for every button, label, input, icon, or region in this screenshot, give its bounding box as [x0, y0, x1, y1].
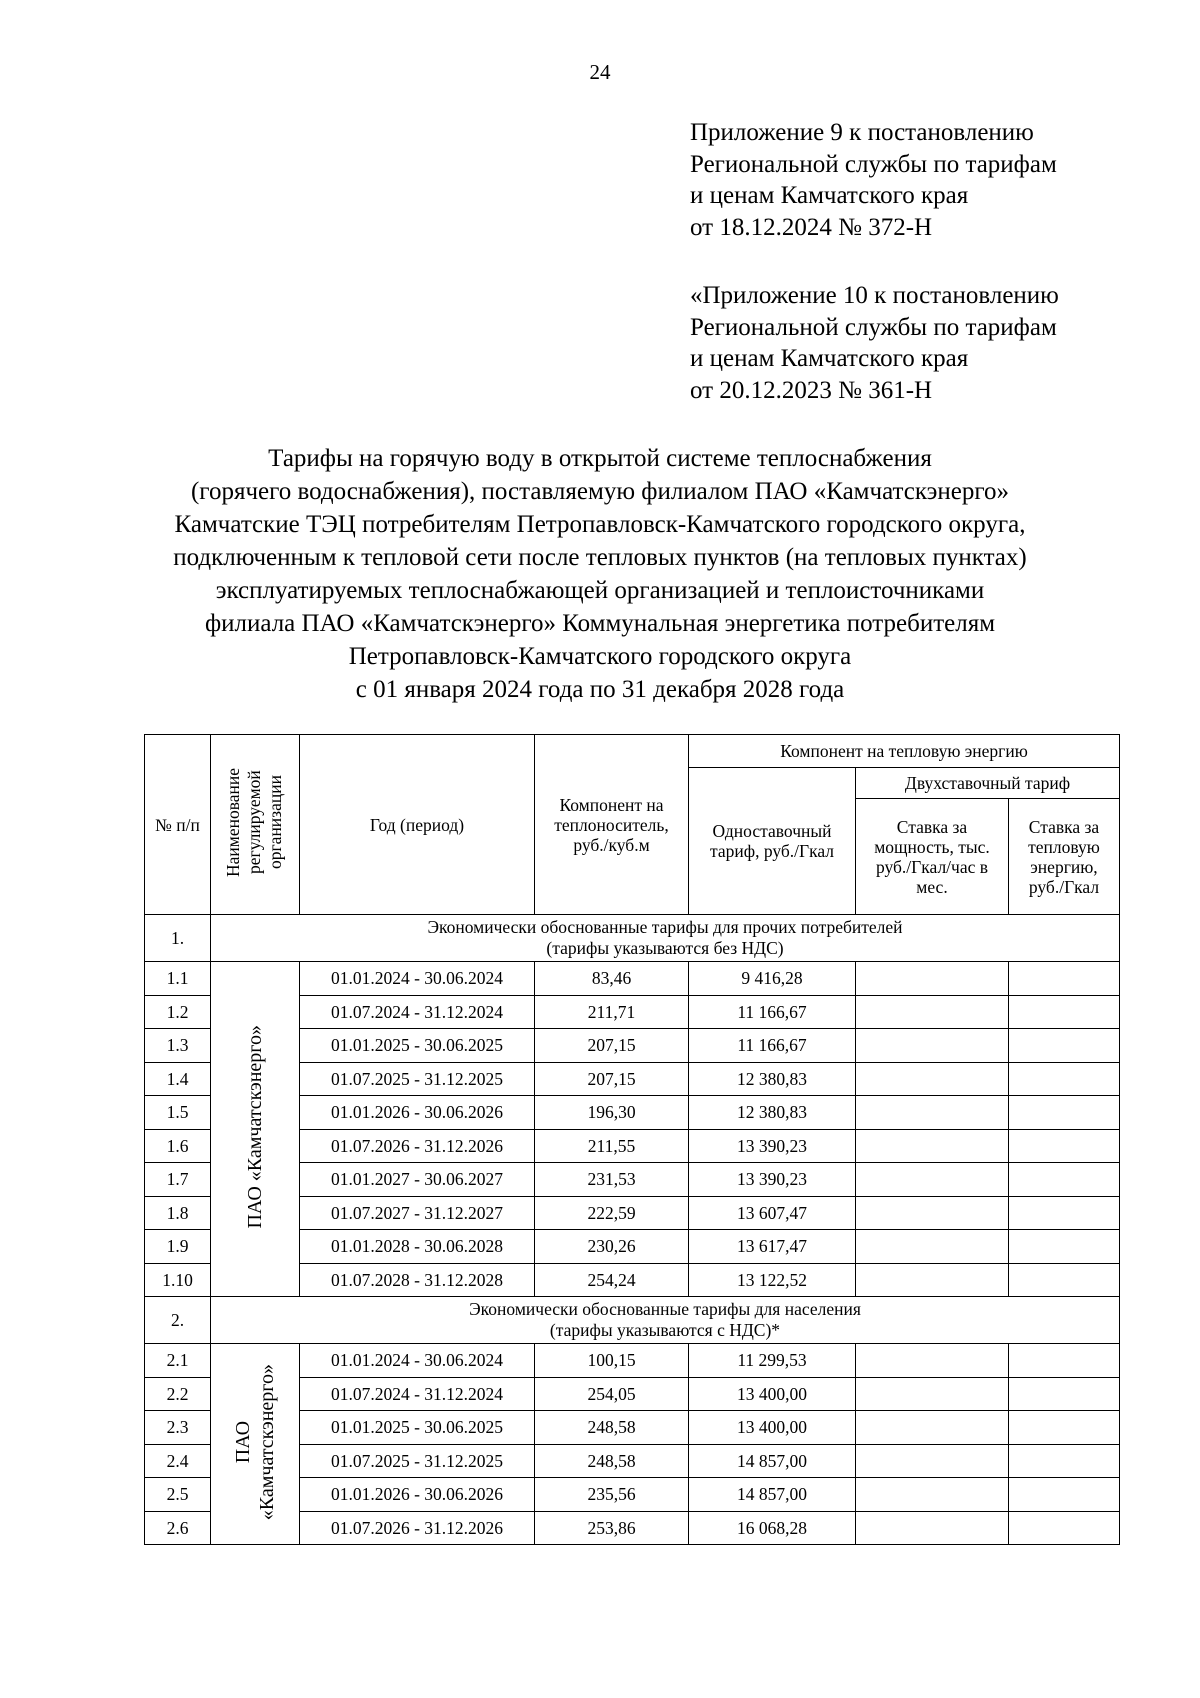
row-energy-rate	[1009, 1377, 1120, 1411]
row-single-rate: 13 617,47	[689, 1230, 856, 1264]
organization-name-line: ПАО	[232, 1420, 254, 1464]
row-period: 01.01.2025 - 30.06.2025	[300, 1029, 535, 1063]
row-single-rate: 13 390,23	[689, 1129, 856, 1163]
row-energy-rate	[1009, 1263, 1120, 1297]
header-single-rate: Одноставочный тариф, руб./Гкал	[689, 768, 856, 915]
title-line: подключенным к тепловой сети после тепловых пунктов (на тепловых пунктах)	[173, 544, 1027, 571]
row-single-rate: 14 857,00	[689, 1444, 856, 1478]
row-num: 1.10	[145, 1263, 211, 1297]
section-title-line: (тарифы указываются с НДС)*	[549, 1320, 781, 1340]
appendix-line: Приложение 9 к постановлению	[690, 119, 1034, 146]
appendix-previous-reference	[690, 280, 1130, 406]
header-carrier-component: Компонент на теплоноситель, руб./куб.м	[535, 735, 689, 915]
title-line: филиала ПАО «Камчатскэнерго» Коммунальная энергетика потребителям	[204, 610, 996, 637]
row-num: 2.3	[145, 1411, 211, 1445]
row-carrier: 100,15	[535, 1344, 689, 1378]
row-energy-rate	[1009, 1478, 1120, 1512]
row-period: 01.07.2025 - 31.12.2025	[300, 1062, 535, 1096]
row-single-rate: 13 607,47	[689, 1196, 856, 1230]
row-num: 2.4	[145, 1444, 211, 1478]
row-num: 1.2	[145, 995, 211, 1029]
row-capacity-rate	[856, 1511, 1009, 1545]
row-energy-rate	[1009, 1411, 1120, 1445]
row-period: 01.07.2028 - 31.12.2028	[300, 1263, 535, 1297]
row-carrier: 211,71	[535, 995, 689, 1029]
row-single-rate: 12 380,83	[689, 1062, 856, 1096]
row-carrier: 254,24	[535, 1263, 689, 1297]
row-single-rate: 13 122,52	[689, 1263, 856, 1297]
row-single-rate: 12 380,83	[689, 1096, 856, 1130]
row-carrier: 253,86	[535, 1511, 689, 1545]
row-energy-rate	[1009, 1029, 1120, 1063]
appendix-line: «Приложение 10 к постановлению	[690, 282, 1059, 309]
row-period: 01.07.2026 - 31.12.2026	[300, 1129, 535, 1163]
row-organization	[211, 962, 300, 1297]
title-line: с 01 января 2024 года по 31 декабря 2028 года	[355, 676, 845, 703]
row-num: 1.9	[145, 1230, 211, 1264]
row-energy-rate	[1009, 1511, 1120, 1545]
row-single-rate: 16 068,28	[689, 1511, 856, 1545]
row-energy-rate	[1009, 1196, 1120, 1230]
row-period: 01.01.2024 - 30.06.2024	[300, 962, 535, 996]
row-single-rate: 13 400,00	[689, 1377, 856, 1411]
row-capacity-rate	[856, 1062, 1009, 1096]
row-organization	[211, 1344, 300, 1545]
appendix-line: Региональной службы по тарифам	[690, 313, 1057, 341]
title-line: Петропавловск-Камчатского городского округа	[348, 643, 852, 670]
row-period: 01.01.2025 - 30.06.2025	[300, 1411, 535, 1445]
row-capacity-rate	[856, 1129, 1009, 1163]
row-capacity-rate	[856, 1377, 1009, 1411]
row-period: 01.07.2026 - 31.12.2026	[300, 1511, 535, 1545]
row-energy-rate	[1009, 1163, 1120, 1197]
row-capacity-rate	[856, 1411, 1009, 1445]
row-energy-rate	[1009, 1096, 1120, 1130]
row-capacity-rate	[856, 1344, 1009, 1378]
row-capacity-rate	[856, 1444, 1009, 1478]
row-period: 01.01.2026 - 30.06.2026	[300, 1096, 535, 1130]
row-capacity-rate	[856, 962, 1009, 996]
row-capacity-rate	[856, 1230, 1009, 1264]
row-energy-rate	[1009, 995, 1120, 1029]
row-energy-rate	[1009, 1062, 1120, 1096]
organization-name: ПАО «Камчатскэнерго»	[244, 1025, 266, 1229]
appendix-current-reference	[690, 117, 1130, 243]
title-line: Камчатские ТЭЦ потребителям Петропавловск-Камчатского городского округа,	[174, 511, 1026, 538]
row-carrier: 248,58	[535, 1411, 689, 1445]
tariff-table	[144, 734, 1120, 1545]
row-num: 1.8	[145, 1196, 211, 1230]
row-num: 2.6	[145, 1511, 211, 1545]
row-period: 01.01.2026 - 30.06.2026	[300, 1478, 535, 1512]
row-capacity-rate	[856, 1029, 1009, 1063]
row-capacity-rate	[856, 1163, 1009, 1197]
title-line: эксплуатируемых теплоснабжающей организацией и теплоисточниками	[215, 577, 985, 604]
section-title-line: (тарифы указываются без НДС)	[546, 938, 784, 958]
row-period: 01.07.2027 - 31.12.2027	[300, 1196, 535, 1230]
row-single-rate: 11 166,67	[689, 1029, 856, 1063]
row-carrier: 248,58	[535, 1444, 689, 1478]
header-thermal-component: Компонент на тепловую энергию	[689, 735, 1120, 768]
row-num: 1.7	[145, 1163, 211, 1197]
table-row	[145, 1344, 1120, 1378]
row-single-rate: 13 390,23	[689, 1163, 856, 1197]
row-period: 01.07.2024 - 31.12.2024	[300, 1377, 535, 1411]
header-organization	[211, 735, 300, 915]
row-capacity-rate	[856, 995, 1009, 1029]
organization-name-line: «Камчатскэнерго»	[256, 1363, 278, 1521]
section-title-line: Экономически обоснованные тарифы для населения	[469, 1299, 861, 1319]
row-period: 01.01.2027 - 30.06.2027	[300, 1163, 535, 1197]
title-line: Тарифы на горячую воду в открытой системе теплоснабжения	[268, 445, 932, 472]
section-num: 1.	[145, 915, 211, 962]
section-num: 2.	[145, 1297, 211, 1344]
row-energy-rate	[1009, 1344, 1120, 1378]
row-single-rate: 14 857,00	[689, 1478, 856, 1512]
row-energy-rate	[1009, 1444, 1120, 1478]
table-row	[145, 962, 1120, 996]
row-num: 1.1	[145, 962, 211, 996]
header-two-rate: Двухставочный тариф	[856, 768, 1120, 799]
header-period: Год (период)	[300, 735, 535, 915]
row-energy-rate	[1009, 1230, 1120, 1264]
appendix-line: и ценам Камчатского края	[690, 345, 969, 372]
row-period: 01.01.2028 - 30.06.2028	[300, 1230, 535, 1264]
organization-name	[231, 1364, 279, 1520]
title-line: (горячего водоснабжения), поставляемую филиалом ПАО «Камчатскэнерго»	[190, 478, 1010, 505]
row-period: 01.07.2024 - 31.12.2024	[300, 995, 535, 1029]
appendix-line: и ценам Камчатского края	[690, 182, 969, 209]
row-single-rate: 13 400,00	[689, 1411, 856, 1445]
header-energy-rate: Ставка за тепловую энергию, руб./Гкал	[1009, 799, 1120, 915]
row-single-rate: 11 166,67	[689, 995, 856, 1029]
page-number: 24	[589, 60, 611, 84]
row-carrier: 207,15	[535, 1062, 689, 1096]
appendix-line: Региональной службы по тарифам	[690, 150, 1057, 178]
row-carrier: 230,26	[535, 1230, 689, 1264]
row-num: 1.6	[145, 1129, 211, 1163]
section-title	[211, 1297, 1120, 1344]
row-num: 2.5	[145, 1478, 211, 1512]
section-title-line: Экономически обоснованные тарифы для прочих потребителей	[427, 917, 903, 937]
row-carrier: 83,46	[535, 962, 689, 996]
section-title	[211, 915, 1120, 962]
row-num: 1.5	[145, 1096, 211, 1130]
row-capacity-rate	[856, 1263, 1009, 1297]
row-carrier: 196,30	[535, 1096, 689, 1130]
row-carrier: 211,55	[535, 1129, 689, 1163]
row-carrier: 231,53	[535, 1163, 689, 1197]
row-num: 2.2	[145, 1377, 211, 1411]
row-num: 1.4	[145, 1062, 211, 1096]
row-period: 01.01.2024 - 30.06.2024	[300, 1344, 535, 1378]
section-row	[145, 915, 1120, 962]
section-row	[145, 1297, 1120, 1344]
appendix-line: от 20.12.2023 № 361-Н	[690, 376, 933, 404]
row-capacity-rate	[856, 1096, 1009, 1130]
row-capacity-rate	[856, 1478, 1009, 1512]
row-num: 2.1	[145, 1344, 211, 1378]
row-carrier: 207,15	[535, 1029, 689, 1063]
row-single-rate: 11 299,53	[689, 1344, 856, 1378]
row-carrier: 222,59	[535, 1196, 689, 1230]
row-energy-rate	[1009, 962, 1120, 996]
row-num: 1.3	[145, 1029, 211, 1063]
row-single-rate: 9 416,28	[689, 962, 856, 996]
header-capacity-rate: Ставка за мощность, тыс. руб./Гкал/час в мес.	[856, 799, 1009, 915]
row-carrier: 254,05	[535, 1377, 689, 1411]
row-energy-rate	[1009, 1129, 1120, 1163]
row-period: 01.07.2025 - 31.12.2025	[300, 1444, 535, 1478]
header-organization-label: Наименование регулируемой организации	[223, 767, 285, 878]
row-carrier: 235,56	[535, 1478, 689, 1512]
header-num: № п/п	[145, 735, 211, 915]
row-capacity-rate	[856, 1196, 1009, 1230]
document-title	[100, 442, 1100, 706]
appendix-line: от 18.12.2024 № 372-Н	[690, 213, 933, 241]
